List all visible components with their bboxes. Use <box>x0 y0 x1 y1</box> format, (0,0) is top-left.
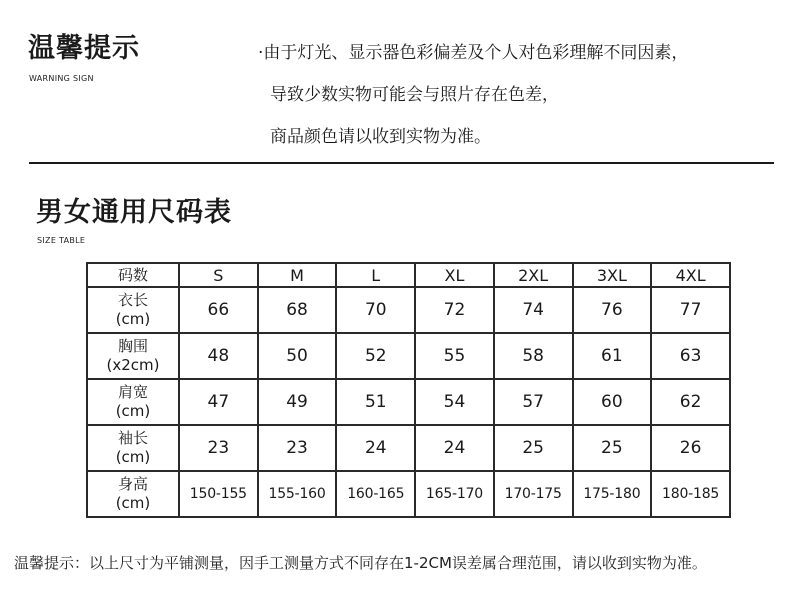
warning-note-line: ·由于灯光、显示器色彩偏差及个人对色彩理解不同因素， <box>258 43 689 63</box>
row-label-shoulder <box>87 379 179 425</box>
size-header-s: S <box>179 263 258 287</box>
table-cell: 74 <box>494 287 573 333</box>
row-label-unit: (cm) <box>115 310 151 329</box>
table-cell: 155-160 <box>258 471 337 517</box>
row-label-text: 胸围 <box>117 337 148 356</box>
table-row-chest <box>87 333 730 379</box>
row-label-height <box>87 471 179 517</box>
table-row-shoulder <box>87 379 730 425</box>
section-divider <box>29 162 774 164</box>
table-cell: 24 <box>336 425 415 471</box>
table-row-sleeve <box>87 425 730 471</box>
row-label-length <box>87 287 179 333</box>
row-label-chest <box>87 333 179 379</box>
warning-subtitle: WARNING SIGN <box>29 74 94 83</box>
table-cell: 25 <box>573 425 652 471</box>
size-header-row <box>87 263 730 287</box>
table-cell: 180-185 <box>651 471 730 517</box>
table-cell: 23 <box>258 425 337 471</box>
warning-notes <box>258 32 688 158</box>
row-label-text: 袖长 <box>117 429 148 448</box>
size-table-title: 男女通用尺码表 <box>36 197 232 228</box>
warning-note-line: 导致少数实物可能会与照片存在色差， <box>270 85 559 105</box>
table-cell: 61 <box>573 333 652 379</box>
table-cell: 48 <box>179 333 258 379</box>
table-cell: 63 <box>651 333 730 379</box>
row-label-unit: (cm) <box>115 402 151 421</box>
table-cell: 24 <box>415 425 494 471</box>
table-cell: 72 <box>415 287 494 333</box>
row-label-text: 肩宽 <box>117 383 148 402</box>
warning-title: 温馨提示 <box>28 33 140 64</box>
footer-note: 温馨提示：以上尺寸为平铺测量，因手工测量方式不同存在1-2CM误差属合理范围，请以收到实物为准。 <box>14 554 707 572</box>
table-cell: 58 <box>494 333 573 379</box>
row-label-unit: (x2cm) <box>106 356 160 375</box>
table-cell: 77 <box>651 287 730 333</box>
table-row-length <box>87 287 730 333</box>
table-cell: 160-165 <box>336 471 415 517</box>
size-header-m: M <box>258 263 337 287</box>
warning-note-line: 商品颜色请以收到实物为准。 <box>270 127 491 147</box>
table-cell: 62 <box>651 379 730 425</box>
table-cell: 25 <box>494 425 573 471</box>
size-table-subtitle: SIZE TABLE <box>37 236 86 245</box>
size-header-3xl: 3XL <box>573 263 652 287</box>
row-label-unit: (cm) <box>115 494 151 512</box>
table-row-height <box>87 471 730 517</box>
size-header-4xl: 4XL <box>651 263 730 287</box>
table-cell: 76 <box>573 287 652 333</box>
table-cell: 55 <box>415 333 494 379</box>
table-cell: 165-170 <box>415 471 494 517</box>
table-cell: 60 <box>573 379 652 425</box>
table-cell: 66 <box>179 287 258 333</box>
table-cell: 150-155 <box>179 471 258 517</box>
table-cell: 51 <box>336 379 415 425</box>
row-label-sleeve <box>87 425 179 471</box>
row-label-unit: (cm) <box>115 448 151 467</box>
table-cell: 57 <box>494 379 573 425</box>
size-header-xl: XL <box>415 263 494 287</box>
row-label-text: 衣长 <box>117 291 148 310</box>
table-cell: 23 <box>179 425 258 471</box>
table-cell: 50 <box>258 333 337 379</box>
size-header-l: L <box>336 263 415 287</box>
table-cell: 175-180 <box>573 471 652 517</box>
table-cell: 54 <box>415 379 494 425</box>
size-table <box>86 262 731 518</box>
table-cell: 70 <box>336 287 415 333</box>
size-corner-cell: 码数 <box>87 263 179 287</box>
table-cell: 47 <box>179 379 258 425</box>
table-cell: 49 <box>258 379 337 425</box>
table-cell: 26 <box>651 425 730 471</box>
table-cell: 170-175 <box>494 471 573 517</box>
table-cell: 52 <box>336 333 415 379</box>
table-cell: 68 <box>258 287 337 333</box>
size-header-2xl: 2XL <box>494 263 573 287</box>
row-label-text: 身高 <box>117 475 148 493</box>
